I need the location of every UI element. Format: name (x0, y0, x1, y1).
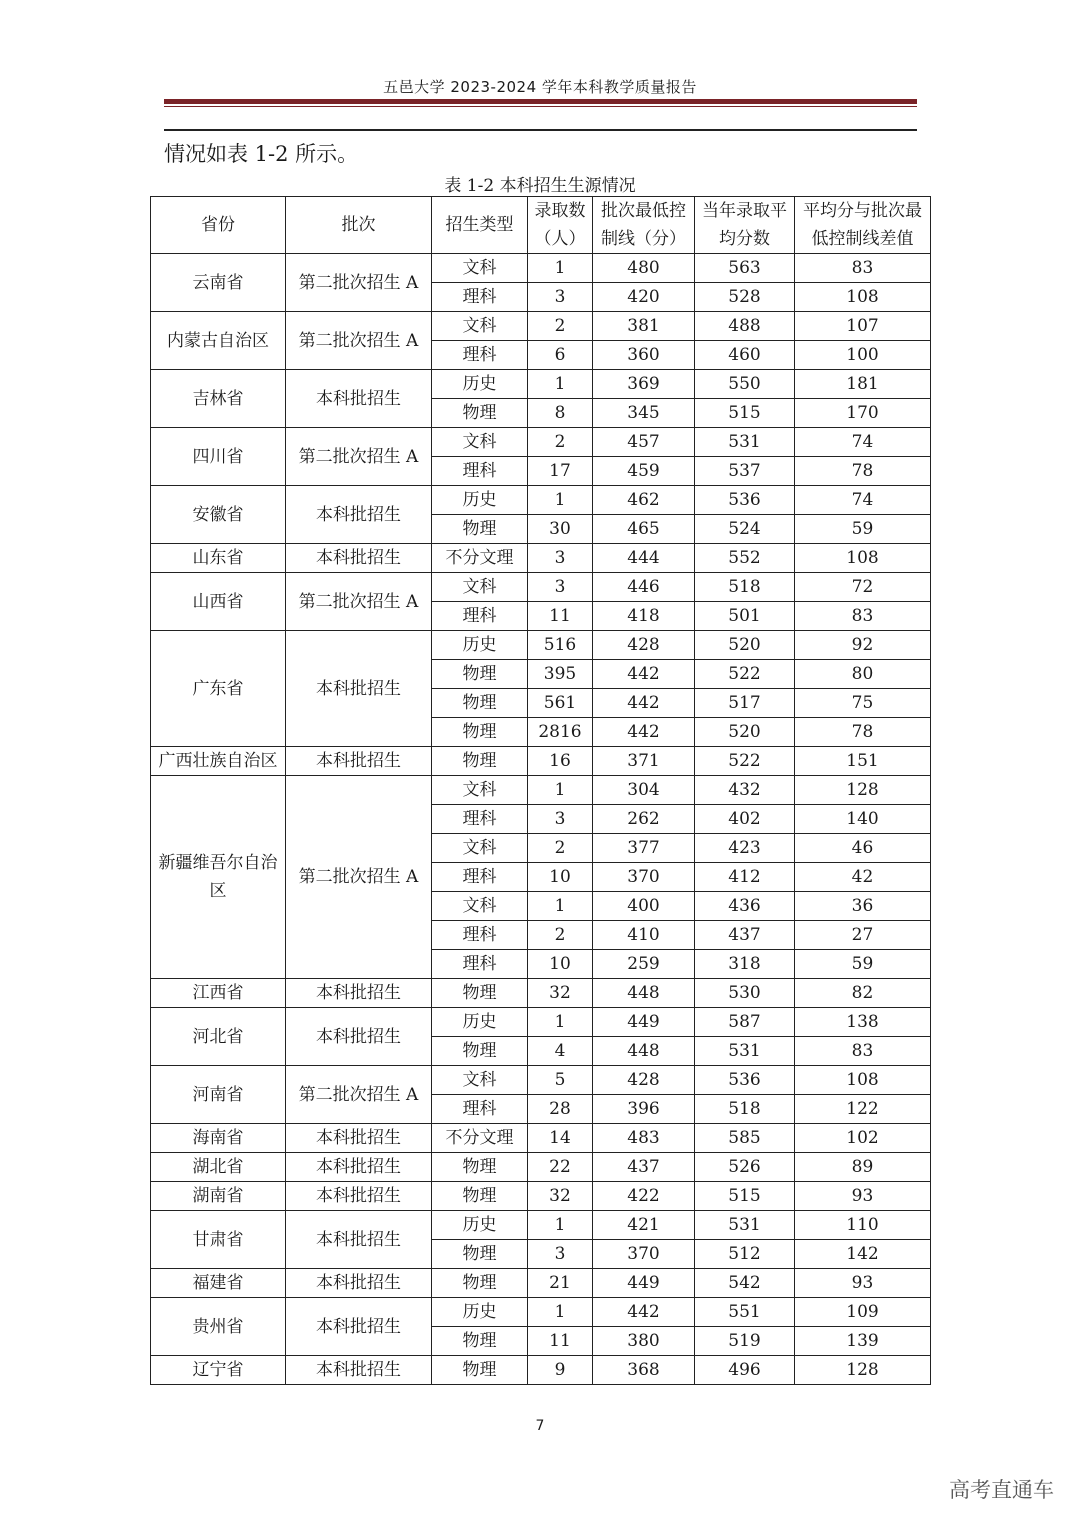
min-line-cell: 480 (593, 254, 695, 283)
diff-cell: 109 (795, 1298, 931, 1327)
min-line-cell: 483 (593, 1124, 695, 1153)
table-row (151, 1008, 931, 1037)
diff-cell: 93 (795, 1269, 931, 1298)
watermark-text: 高考直通车 (949, 1478, 1054, 1502)
batch-cell: 本科批招生 (286, 486, 432, 544)
province-cell: 云南省 (151, 254, 286, 312)
avg-score-cell: 542 (695, 1269, 795, 1298)
batch-cell: 第二批次招生 A (286, 254, 432, 312)
table-row (151, 573, 931, 602)
min-line-cell: 410 (593, 921, 695, 950)
batch-cell: 第二批次招生 A (286, 776, 432, 979)
admitted-cell: 9 (528, 1356, 593, 1385)
table-row (151, 544, 931, 573)
province-cell: 广西壮族自治区 (151, 747, 286, 776)
diff-cell: 128 (795, 1356, 931, 1385)
admitted-cell: 3 (528, 544, 593, 573)
avg-score-cell: 563 (695, 254, 795, 283)
admitted-cell: 516 (528, 631, 593, 660)
province-cell: 湖南省 (151, 1182, 286, 1211)
intro-text: 情况如表 1-2 所示。 (164, 142, 359, 166)
table-row (151, 1153, 931, 1182)
diff-cell: 93 (795, 1182, 931, 1211)
type-cell: 物理 (432, 1356, 528, 1385)
avg-score-cell: 519 (695, 1327, 795, 1356)
type-cell: 文科 (432, 312, 528, 341)
type-cell: 物理 (432, 515, 528, 544)
admitted-cell: 561 (528, 689, 593, 718)
admitted-cell: 1 (528, 1298, 593, 1327)
province-cell: 河南省 (151, 1066, 286, 1124)
type-cell: 文科 (432, 776, 528, 805)
province-cell: 新疆维吾尔自治区 (151, 776, 286, 979)
diff-cell: 74 (795, 486, 931, 515)
avg-score-cell: 531 (695, 1211, 795, 1240)
table-row (151, 1182, 931, 1211)
admitted-cell: 16 (528, 747, 593, 776)
admitted-cell: 10 (528, 863, 593, 892)
table-header-row (151, 197, 931, 254)
admitted-cell: 11 (528, 602, 593, 631)
type-cell: 理科 (432, 283, 528, 312)
diff-cell: 83 (795, 1037, 931, 1066)
table-row (151, 254, 931, 283)
diff-cell: 78 (795, 457, 931, 486)
diff-cell: 170 (795, 399, 931, 428)
table-row (151, 747, 931, 776)
diff-cell: 72 (795, 573, 931, 602)
min-line-cell: 448 (593, 979, 695, 1008)
report-header-title: 五邑大学 2023-2024 学年本科教学质量报告 (383, 78, 697, 96)
diff-cell: 42 (795, 863, 931, 892)
admitted-cell: 395 (528, 660, 593, 689)
type-cell: 历史 (432, 1211, 528, 1240)
batch-cell: 本科批招生 (286, 979, 432, 1008)
diff-cell: 36 (795, 892, 931, 921)
table-row (151, 312, 931, 341)
type-cell: 理科 (432, 863, 528, 892)
min-line-cell: 442 (593, 1298, 695, 1327)
diff-cell: 102 (795, 1124, 931, 1153)
avg-score-cell: 437 (695, 921, 795, 950)
avg-score-cell: 518 (695, 573, 795, 602)
table-row (151, 428, 931, 457)
avg-score-cell: 550 (695, 370, 795, 399)
min-line-cell: 400 (593, 892, 695, 921)
admitted-cell: 1 (528, 370, 593, 399)
type-cell: 文科 (432, 1066, 528, 1095)
avg-score-cell: 501 (695, 602, 795, 631)
min-line-cell: 449 (593, 1269, 695, 1298)
admitted-cell: 5 (528, 1066, 593, 1095)
admitted-cell: 11 (528, 1327, 593, 1356)
avg-score-cell: 520 (695, 631, 795, 660)
type-cell: 历史 (432, 370, 528, 399)
diff-cell: 83 (795, 602, 931, 631)
table-row (151, 486, 931, 515)
admitted-cell: 3 (528, 1240, 593, 1269)
min-line-cell: 457 (593, 428, 695, 457)
diff-cell: 59 (795, 950, 931, 979)
min-line-cell: 437 (593, 1153, 695, 1182)
diff-cell: 108 (795, 1066, 931, 1095)
type-cell: 物理 (432, 979, 528, 1008)
batch-cell: 本科批招生 (286, 1124, 432, 1153)
admitted-cell: 8 (528, 399, 593, 428)
type-cell: 文科 (432, 254, 528, 283)
type-cell: 不分文理 (432, 1124, 528, 1153)
type-cell: 理科 (432, 1095, 528, 1124)
avg-score-cell: 518 (695, 1095, 795, 1124)
min-line-cell: 370 (593, 1240, 695, 1269)
admitted-cell: 32 (528, 1182, 593, 1211)
min-line-cell: 396 (593, 1095, 695, 1124)
batch-cell: 本科批招生 (286, 1269, 432, 1298)
min-line-cell: 420 (593, 283, 695, 312)
avg-score-cell: 551 (695, 1298, 795, 1327)
batch-cell: 本科批招生 (286, 631, 432, 747)
province-cell: 吉林省 (151, 370, 286, 428)
table-row (151, 1124, 931, 1153)
type-cell: 理科 (432, 950, 528, 979)
table-row (151, 776, 931, 805)
diff-cell: 59 (795, 515, 931, 544)
min-line-cell: 442 (593, 660, 695, 689)
avg-score-cell: 587 (695, 1008, 795, 1037)
min-line-cell: 442 (593, 689, 695, 718)
type-cell: 理科 (432, 805, 528, 834)
avg-score-cell: 515 (695, 399, 795, 428)
min-line-cell: 448 (593, 1037, 695, 1066)
header-rule-thin (164, 106, 917, 107)
type-cell: 物理 (432, 399, 528, 428)
table-row (151, 1269, 931, 1298)
type-cell: 理科 (432, 921, 528, 950)
admitted-cell: 14 (528, 1124, 593, 1153)
min-line-cell: 360 (593, 341, 695, 370)
batch-cell: 本科批招生 (286, 1356, 432, 1385)
admitted-cell: 10 (528, 950, 593, 979)
admitted-cell: 17 (528, 457, 593, 486)
table-body (151, 254, 931, 1385)
avg-score-cell: 488 (695, 312, 795, 341)
type-cell: 物理 (432, 718, 528, 747)
col-header-province: 省份 (151, 197, 286, 254)
batch-cell: 第二批次招生 A (286, 573, 432, 631)
admitted-cell: 30 (528, 515, 593, 544)
min-line-cell: 377 (593, 834, 695, 863)
diff-cell: 83 (795, 254, 931, 283)
admitted-cell: 3 (528, 573, 593, 602)
avg-score-cell: 536 (695, 486, 795, 515)
type-cell: 历史 (432, 486, 528, 515)
type-cell: 历史 (432, 1008, 528, 1037)
min-line-cell: 380 (593, 1327, 695, 1356)
avg-score-cell: 552 (695, 544, 795, 573)
diff-cell: 142 (795, 1240, 931, 1269)
min-line-cell: 444 (593, 544, 695, 573)
province-cell: 辽宁省 (151, 1356, 286, 1385)
avg-score-cell: 432 (695, 776, 795, 805)
admitted-cell: 21 (528, 1269, 593, 1298)
batch-cell: 本科批招生 (286, 1211, 432, 1269)
col-header-batch: 批次 (286, 197, 432, 254)
province-cell: 湖北省 (151, 1153, 286, 1182)
min-line-cell: 418 (593, 602, 695, 631)
min-line-cell: 422 (593, 1182, 695, 1211)
min-line-cell: 369 (593, 370, 695, 399)
province-cell: 山西省 (151, 573, 286, 631)
admitted-cell: 3 (528, 805, 593, 834)
type-cell: 文科 (432, 892, 528, 921)
province-cell: 河北省 (151, 1008, 286, 1066)
avg-score-cell: 402 (695, 805, 795, 834)
diff-cell: 75 (795, 689, 931, 718)
admitted-cell: 1 (528, 892, 593, 921)
diff-cell: 82 (795, 979, 931, 1008)
min-line-cell: 462 (593, 486, 695, 515)
diff-cell: 151 (795, 747, 931, 776)
min-line-cell: 371 (593, 747, 695, 776)
header-rule-thick (164, 99, 917, 104)
province-cell: 四川省 (151, 428, 286, 486)
admitted-cell: 2 (528, 312, 593, 341)
batch-cell: 本科批招生 (286, 1153, 432, 1182)
batch-cell: 第二批次招生 A (286, 428, 432, 486)
avg-score-cell: 512 (695, 1240, 795, 1269)
province-cell: 江西省 (151, 979, 286, 1008)
avg-score-cell: 530 (695, 979, 795, 1008)
avg-score-cell: 522 (695, 747, 795, 776)
admitted-cell: 2816 (528, 718, 593, 747)
batch-cell: 本科批招生 (286, 1008, 432, 1066)
type-cell: 文科 (432, 428, 528, 457)
province-cell: 福建省 (151, 1269, 286, 1298)
min-line-cell: 428 (593, 1066, 695, 1095)
diff-cell: 108 (795, 544, 931, 573)
diff-cell: 89 (795, 1153, 931, 1182)
min-line-cell: 465 (593, 515, 695, 544)
type-cell: 理科 (432, 457, 528, 486)
admitted-cell: 4 (528, 1037, 593, 1066)
diff-cell: 139 (795, 1327, 931, 1356)
col-header-avg-score: 当年录取平均分数 (695, 197, 795, 254)
diff-cell: 74 (795, 428, 931, 457)
col-header-diff: 平均分与批次最低控制线差值 (795, 197, 931, 254)
batch-cell: 第二批次招生 A (286, 1066, 432, 1124)
avg-score-cell: 515 (695, 1182, 795, 1211)
avg-score-cell: 524 (695, 515, 795, 544)
province-cell: 甘肃省 (151, 1211, 286, 1269)
diff-cell: 122 (795, 1095, 931, 1124)
admitted-cell: 2 (528, 921, 593, 950)
diff-cell: 46 (795, 834, 931, 863)
diff-cell: 100 (795, 341, 931, 370)
admitted-cell: 1 (528, 486, 593, 515)
table-row (151, 1211, 931, 1240)
diff-cell: 92 (795, 631, 931, 660)
avg-score-cell: 436 (695, 892, 795, 921)
avg-score-cell: 536 (695, 1066, 795, 1095)
avg-score-cell: 531 (695, 428, 795, 457)
min-line-cell: 446 (593, 573, 695, 602)
min-line-cell: 370 (593, 863, 695, 892)
batch-cell: 本科批招生 (286, 1298, 432, 1356)
type-cell: 物理 (432, 1269, 528, 1298)
min-line-cell: 345 (593, 399, 695, 428)
type-cell: 理科 (432, 341, 528, 370)
min-line-cell: 368 (593, 1356, 695, 1385)
admission-source-table (150, 196, 931, 1385)
table-row (151, 1066, 931, 1095)
type-cell: 历史 (432, 1298, 528, 1327)
province-cell: 安徽省 (151, 486, 286, 544)
type-cell: 物理 (432, 1240, 528, 1269)
batch-cell: 第二批次招生 A (286, 312, 432, 370)
min-line-cell: 262 (593, 805, 695, 834)
admitted-cell: 1 (528, 1211, 593, 1240)
table-row (151, 1298, 931, 1327)
type-cell: 物理 (432, 660, 528, 689)
avg-score-cell: 517 (695, 689, 795, 718)
min-line-cell: 428 (593, 631, 695, 660)
admitted-cell: 1 (528, 776, 593, 805)
province-cell: 山东省 (151, 544, 286, 573)
diff-cell: 27 (795, 921, 931, 950)
admitted-cell: 28 (528, 1095, 593, 1124)
table-row (151, 1356, 931, 1385)
type-cell: 物理 (432, 747, 528, 776)
avg-score-cell: 528 (695, 283, 795, 312)
admitted-cell: 1 (528, 254, 593, 283)
col-header-min-line: 批次最低控制线（分） (593, 197, 695, 254)
type-cell: 物理 (432, 1153, 528, 1182)
page-top-rule (164, 129, 917, 131)
type-cell: 物理 (432, 1182, 528, 1211)
min-line-cell: 421 (593, 1211, 695, 1240)
admitted-cell: 1 (528, 1008, 593, 1037)
avg-score-cell: 318 (695, 950, 795, 979)
min-line-cell: 304 (593, 776, 695, 805)
diff-cell: 110 (795, 1211, 931, 1240)
page-number: 7 (535, 1418, 545, 1434)
table-row (151, 370, 931, 399)
province-cell: 贵州省 (151, 1298, 286, 1356)
min-line-cell: 442 (593, 718, 695, 747)
diff-cell: 181 (795, 370, 931, 399)
diff-cell: 128 (795, 776, 931, 805)
avg-score-cell: 412 (695, 863, 795, 892)
province-cell: 内蒙古自治区 (151, 312, 286, 370)
avg-score-cell: 537 (695, 457, 795, 486)
type-cell: 不分文理 (432, 544, 528, 573)
diff-cell: 138 (795, 1008, 931, 1037)
diff-cell: 80 (795, 660, 931, 689)
province-cell: 海南省 (151, 1124, 286, 1153)
min-line-cell: 459 (593, 457, 695, 486)
admitted-cell: 32 (528, 979, 593, 1008)
diff-cell: 140 (795, 805, 931, 834)
type-cell: 文科 (432, 573, 528, 602)
avg-score-cell: 520 (695, 718, 795, 747)
avg-score-cell: 526 (695, 1153, 795, 1182)
avg-score-cell: 522 (695, 660, 795, 689)
min-line-cell: 259 (593, 950, 695, 979)
type-cell: 物理 (432, 1327, 528, 1356)
admitted-cell: 3 (528, 283, 593, 312)
table-row (151, 631, 931, 660)
col-header-type: 招生类型 (432, 197, 528, 254)
min-line-cell: 449 (593, 1008, 695, 1037)
avg-score-cell: 531 (695, 1037, 795, 1066)
diff-cell: 78 (795, 718, 931, 747)
min-line-cell: 381 (593, 312, 695, 341)
batch-cell: 本科批招生 (286, 544, 432, 573)
col-header-admitted: 录取数（人） (528, 197, 593, 254)
type-cell: 物理 (432, 689, 528, 718)
table-row (151, 979, 931, 1008)
diff-cell: 107 (795, 312, 931, 341)
type-cell: 文科 (432, 834, 528, 863)
type-cell: 物理 (432, 1037, 528, 1066)
admitted-cell: 2 (528, 428, 593, 457)
batch-cell: 本科批招生 (286, 370, 432, 428)
batch-cell: 本科批招生 (286, 747, 432, 776)
batch-cell: 本科批招生 (286, 1182, 432, 1211)
table-caption: 表 1-2 本科招生生源情况 (444, 176, 636, 196)
avg-score-cell: 423 (695, 834, 795, 863)
admitted-cell: 22 (528, 1153, 593, 1182)
type-cell: 历史 (432, 631, 528, 660)
avg-score-cell: 585 (695, 1124, 795, 1153)
province-cell: 广东省 (151, 631, 286, 747)
avg-score-cell: 496 (695, 1356, 795, 1385)
type-cell: 理科 (432, 602, 528, 631)
admitted-cell: 6 (528, 341, 593, 370)
diff-cell: 108 (795, 283, 931, 312)
avg-score-cell: 460 (695, 341, 795, 370)
admitted-cell: 2 (528, 834, 593, 863)
